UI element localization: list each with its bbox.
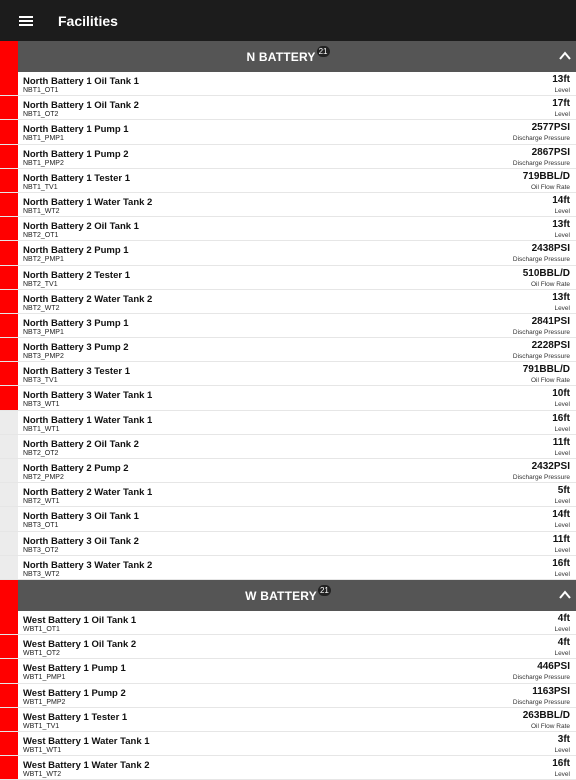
- status-indicator: [0, 684, 18, 707]
- list-item[interactable]: [0, 72, 576, 96]
- reading-value: 446PSI: [537, 661, 570, 673]
- status-indicator: [0, 708, 18, 731]
- facility-code: NBT1_PMP2: [23, 159, 64, 167]
- facility-name: North Battery 2 Oil Tank 1: [23, 221, 139, 233]
- facility-section: [0, 580, 576, 780]
- status-indicator: [0, 659, 18, 682]
- chevron-up-icon[interactable]: [558, 588, 572, 602]
- reading-value: 13ft: [552, 291, 570, 303]
- section-header[interactable]: [0, 41, 576, 72]
- facility-code: WBT1_WT2: [23, 771, 62, 779]
- status-indicator: [0, 193, 18, 216]
- facility-code: NBT3_OT1: [23, 522, 59, 530]
- facility-name: North Battery 3 Pump 1: [23, 317, 129, 329]
- reading-measure: Discharge Pressure: [512, 159, 570, 167]
- reading-measure: Level: [554, 522, 570, 530]
- reading-measure: Discharge Pressure: [512, 135, 570, 143]
- status-indicator: [0, 241, 18, 264]
- facility-name: North Battery 3 Oil Tank 2: [23, 535, 139, 547]
- list-item[interactable]: [0, 338, 576, 362]
- list-item[interactable]: [0, 386, 576, 410]
- status-indicator: [0, 314, 18, 337]
- facility-name: North Battery 3 Tester 1: [23, 366, 130, 378]
- reading-value: 2228PSI: [531, 340, 570, 352]
- status-indicator: [0, 362, 18, 385]
- facility-code: NBT2_WT1: [23, 498, 60, 506]
- facility-code: WBT1_TV1: [23, 722, 60, 730]
- reading-value: 2841PSI: [531, 315, 570, 327]
- status-indicator: [0, 145, 18, 168]
- reading-value: 719BBL/D: [522, 170, 570, 182]
- facility-code: NBT2_WT2: [23, 304, 60, 312]
- reading-measure: Discharge Pressure: [512, 256, 570, 264]
- reading-measure: Level: [554, 570, 570, 578]
- reading-value: 4ft: [557, 637, 570, 649]
- facility-code: WBT1_WT1: [23, 746, 62, 754]
- facility-name: West Battery 1 Water Tank 2: [23, 760, 150, 772]
- reading-measure: Level: [554, 498, 570, 506]
- facility-code: NBT1_TV1: [23, 183, 58, 191]
- facility-code: WBT1_PMP1: [23, 674, 66, 682]
- list-item[interactable]: [0, 314, 576, 338]
- status-indicator: [0, 386, 18, 409]
- facility-name: North Battery 2 Tester 1: [23, 269, 130, 281]
- reading-value: 510BBL/D: [522, 267, 570, 279]
- reading-value: 14ft: [552, 194, 570, 206]
- facility-name: North Battery 3 Oil Tank 1: [23, 511, 139, 523]
- list-item[interactable]: [0, 193, 576, 217]
- reading-measure: Level: [554, 111, 570, 119]
- facility-name: West Battery 1 Pump 1: [23, 663, 126, 675]
- reading-value: 2867PSI: [531, 146, 570, 158]
- facility-name: West Battery 1 Tester 1: [23, 711, 128, 723]
- facility-name: North Battery 1 Oil Tank 2: [23, 100, 139, 112]
- facility-name: North Battery 2 Pump 1: [23, 245, 129, 257]
- list-item[interactable]: [0, 708, 576, 732]
- facility-code: NBT2_OT2: [23, 449, 59, 457]
- reading-measure: Level: [554, 771, 570, 779]
- facility-code: WBT1_PMP2: [23, 698, 66, 706]
- list-item[interactable]: [0, 362, 576, 386]
- list-item[interactable]: [0, 459, 576, 483]
- list-item[interactable]: [0, 290, 576, 314]
- status-indicator: [0, 266, 18, 289]
- section-status-stripe: [0, 41, 18, 72]
- reading-measure: Level: [554, 650, 570, 658]
- facility-name: North Battery 2 Water Tank 2: [23, 293, 153, 305]
- facility-name: West Battery 1 Pump 2: [23, 687, 126, 699]
- reading-value: 263BBL/D: [522, 709, 570, 721]
- status-indicator: [0, 290, 18, 313]
- reading-value: 1163PSI: [532, 685, 570, 697]
- list-item[interactable]: [0, 120, 576, 144]
- facility-name: West Battery 1 Water Tank 1: [23, 735, 150, 747]
- reading-value: 13ft: [552, 74, 570, 85]
- facility-name: North Battery 3 Water Tank 1: [23, 390, 153, 402]
- list-item[interactable]: [0, 635, 576, 659]
- facility-code: NBT2_PMP2: [23, 474, 64, 481]
- facility-code: NBT3_TV1: [23, 377, 58, 385]
- status-indicator: [0, 72, 18, 95]
- section-title: W BATTERY: [245, 588, 317, 603]
- facility-list: [0, 611, 576, 780]
- facility-code: NBT3_WT1: [23, 401, 60, 409]
- facility-code: WBT1_OT2: [23, 650, 60, 658]
- facility-code: NBT2_PMP1: [23, 256, 64, 264]
- list-item[interactable]: [0, 532, 576, 556]
- facility-name: North Battery 1 Oil Tank 1: [23, 76, 139, 87]
- list-item[interactable]: [0, 145, 576, 169]
- reading-measure: Level: [554, 232, 570, 240]
- reading-value: 13ft: [552, 219, 570, 231]
- facility-code: NBT3_OT2: [23, 546, 59, 554]
- reading-value: 2438PSI: [531, 243, 570, 255]
- list-item[interactable]: [0, 659, 576, 683]
- reading-value: 2432PSI: [531, 461, 570, 472]
- reading-value: 2577PSI: [531, 122, 570, 134]
- reading-value: 11ft: [552, 436, 570, 448]
- facility-name: North Battery 1 Pump 1: [23, 124, 129, 136]
- reading-measure: Oil Flow Rate: [530, 280, 570, 288]
- reading-value: 16ft: [552, 412, 570, 424]
- facility-name: North Battery 1 Water Tank 1: [23, 414, 153, 426]
- reading-measure: Oil Flow Rate: [530, 183, 570, 191]
- app-bar: [0, 0, 576, 41]
- reading-value: 16ft: [552, 758, 570, 770]
- section-title: N BATTERY: [246, 49, 316, 64]
- facility-name: North Battery 2 Water Tank 1: [23, 487, 153, 499]
- list-item[interactable]: [0, 611, 576, 635]
- facility-name: North Battery 2 Oil Tank 2: [23, 438, 139, 450]
- list-item[interactable]: [0, 684, 576, 708]
- reading-measure: Discharge Pressure: [512, 474, 570, 481]
- list-item[interactable]: [0, 241, 576, 265]
- reading-measure: Level: [554, 546, 570, 554]
- status-indicator: [0, 338, 18, 361]
- status-indicator: [0, 611, 18, 634]
- reading-measure: Level: [554, 425, 570, 433]
- reading-value: 3ft: [557, 733, 570, 745]
- reading-measure: Discharge Pressure: [512, 674, 570, 682]
- facility-code: NBT2_TV1: [23, 280, 58, 288]
- list-item[interactable]: [0, 266, 576, 290]
- section-header[interactable]: [0, 580, 576, 611]
- chevron-up-icon[interactable]: [558, 49, 572, 63]
- facility-code: NBT1_OT1: [23, 87, 59, 94]
- facility-code: NBT3_PMP1: [23, 328, 64, 336]
- status-indicator: [0, 120, 18, 143]
- status-indicator: [0, 459, 18, 482]
- facility-code: NBT3_WT2: [23, 570, 60, 578]
- status-indicator: [0, 483, 18, 506]
- count-badge: 21: [318, 47, 328, 56]
- status-indicator: [0, 435, 18, 458]
- reading-value: 17ft: [552, 98, 570, 110]
- reading-measure: Level: [554, 626, 570, 633]
- facility-name: North Battery 3 Water Tank 2: [23, 559, 153, 571]
- status-indicator: [0, 556, 18, 579]
- list-item[interactable]: [0, 556, 576, 580]
- reading-measure: Level: [554, 746, 570, 754]
- facility-name: North Battery 3 Pump 2: [23, 342, 129, 354]
- facility-code: NBT1_PMP1: [23, 135, 64, 143]
- status-indicator: [0, 507, 18, 530]
- facility-name: North Battery 1 Pump 2: [23, 148, 129, 160]
- list-item[interactable]: [0, 756, 576, 780]
- status-indicator: [0, 411, 18, 434]
- facility-section: [0, 41, 576, 580]
- list-item[interactable]: [0, 732, 576, 756]
- facility-code: NBT3_PMP2: [23, 353, 64, 361]
- list-item[interactable]: [0, 411, 576, 435]
- reading-measure: Oil Flow Rate: [530, 377, 570, 385]
- status-indicator: [0, 96, 18, 119]
- list-item[interactable]: [0, 507, 576, 531]
- reading-value: 4ft: [557, 613, 570, 624]
- facility-name: West Battery 1 Oil Tank 1: [23, 615, 137, 626]
- status-indicator: [0, 169, 18, 192]
- facility-code: NBT2_OT1: [23, 232, 59, 240]
- reading-measure: Level: [554, 207, 570, 215]
- facility-name: North Battery 2 Pump 2: [23, 463, 129, 474]
- reading-measure: Discharge Pressure: [512, 698, 570, 706]
- facility-code: NBT1_OT2: [23, 111, 59, 119]
- reading-measure: Discharge Pressure: [512, 328, 570, 336]
- reading-value: 16ft: [552, 557, 570, 569]
- reading-value: 10ft: [552, 388, 570, 400]
- reading-value: 11ft: [552, 533, 570, 545]
- status-indicator: [0, 635, 18, 658]
- facility-name: North Battery 1 Tester 1: [23, 172, 130, 184]
- reading-measure: Level: [554, 304, 570, 312]
- reading-value: 791BBL/D: [522, 364, 570, 376]
- reading-measure: Oil Flow Rate: [530, 722, 570, 730]
- facility-code: WBT1_OT1: [23, 626, 60, 633]
- facility-name: West Battery 1 Oil Tank 2: [23, 639, 137, 651]
- list-item[interactable]: [0, 96, 576, 120]
- status-indicator: [0, 532, 18, 555]
- page-title: Facilities: [58, 12, 118, 29]
- status-indicator: [0, 217, 18, 240]
- reading-measure: Discharge Pressure: [512, 353, 570, 361]
- count-badge: 21: [319, 586, 329, 595]
- facility-list: [0, 72, 576, 580]
- reading-measure: Level: [554, 401, 570, 409]
- reading-value: 14ft: [552, 509, 570, 521]
- reading-measure: Level: [554, 87, 570, 94]
- section-status-stripe: [0, 580, 18, 611]
- list-item[interactable]: [0, 217, 576, 241]
- reading-value: 5ft: [557, 485, 570, 497]
- list-item[interactable]: [0, 169, 576, 193]
- status-indicator: [0, 732, 18, 755]
- list-item[interactable]: [0, 483, 576, 507]
- hamburger-menu-icon[interactable]: [0, 0, 52, 41]
- facility-code: NBT1_WT2: [23, 207, 60, 215]
- reading-measure: Level: [554, 449, 570, 457]
- list-item[interactable]: [0, 435, 576, 459]
- facility-name: North Battery 1 Water Tank 2: [23, 196, 153, 208]
- facility-code: NBT1_WT1: [23, 425, 60, 433]
